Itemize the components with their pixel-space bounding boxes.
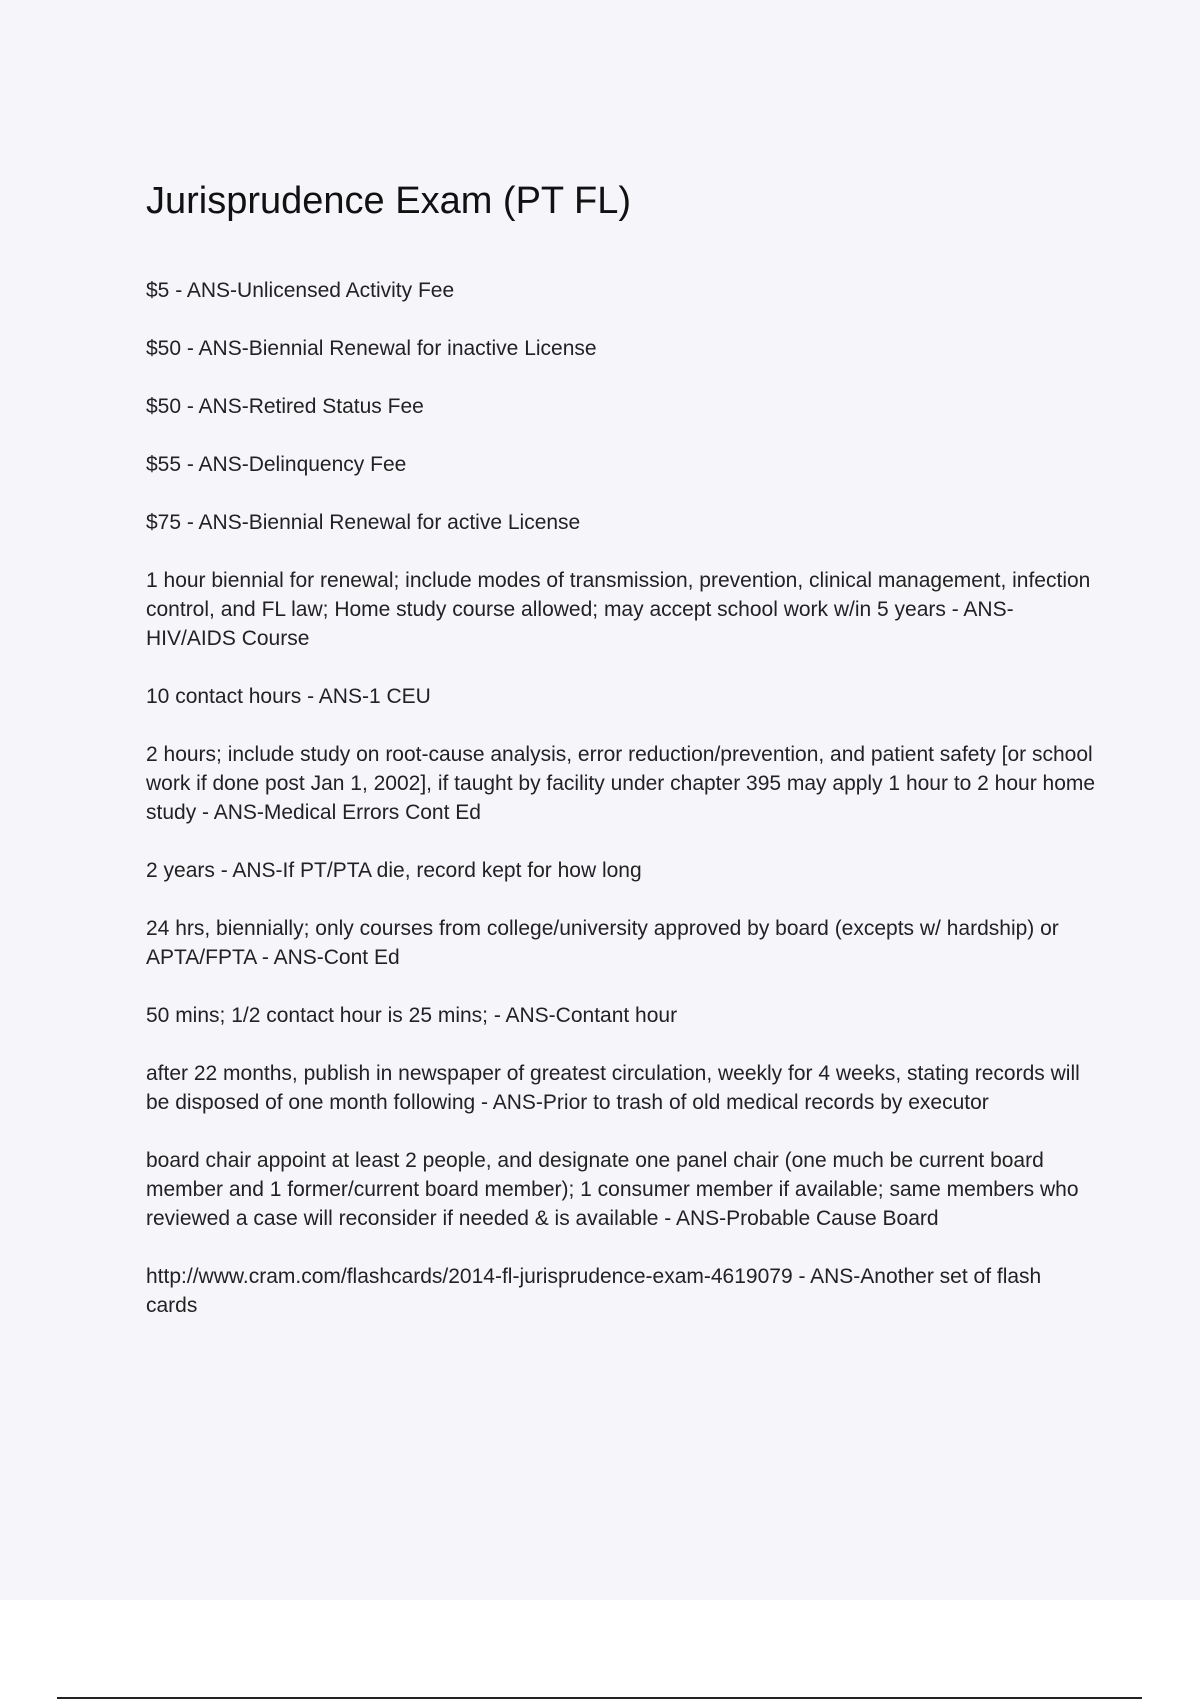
page-title: Jurisprudence Exam (PT FL) [146,180,632,222]
flashcard-entry-retired-status: $50 - ANS-Retired Status Fee [146,394,424,418]
flashcard-entry-medical-errors: 2 hours; include study on root-cause analysis, error reduction/prevention, and patient safety [or school work if done post Jan 1, 2002], if taught by facility under chapter 395 may apply 1 hour to 2 hour home study - ANS-Medical Errors Cont Ed [146,742,1096,824]
flashcard-entry-fee-unlicensed: $5 - ANS-Unlicensed Activity Fee [146,278,455,302]
flashcard-entry-inactive-renewal: $50 - ANS-Biennial Renewal for inactive License [146,336,597,360]
flashcard-entry-hiv-aids: 1 hour biennial for renewal; include modes of transmission, prevention, clinical management, infection control, and FL law; Home study course allowed; may accept school work w/in 5 years - ANS-HIV/AIDS Course [146,568,1091,650]
flashcard-entry-more-cards: http://www.cram.com/flashcards/2014-fl-jurisprudence-exam-4619079 - ANS-Another set of flash cards [146,1264,1042,1317]
document-body [146,178,1096,1349]
flashcard-entry-active-renewal: $75 - ANS-Biennial Renewal for active License [146,510,581,534]
flashcard-entry-ceu: 10 contact hours - ANS-1 CEU [146,684,431,708]
flashcard-entry-delinquency: $55 - ANS-Delinquency Fee [146,452,407,476]
flashcard-entry-record-retention: 2 years - ANS-If PT/PTA die, record kept for how long [146,858,642,882]
flashcard-entry-records-disposal: after 22 months, publish in newspaper of greatest circulation, weekly for 4 weeks, stating records will be disposed of one month following - ANS-Prior to trash of old medical records by executor [146,1061,1080,1114]
flashcard-entry-cont-ed: 24 hrs, biennially; only courses from college/university approved by board (excepts w/ hardship) or APTA/FPTA - ANS-Cont Ed [146,916,1059,969]
footer-divider [57,1697,1142,1699]
flashcard-entry-contact-hour: 50 mins; 1/2 contact hour is 25 mins; - ANS-Contant hour [146,1003,678,1027]
flashcard-entry-probable-cause: board chair appoint at least 2 people, and designate one panel chair (one much be current board member and 1 former/current board member); 1 consumer member if available; same members who reviewed a case will reconsider if needed & is available - ANS-Probable Cause Board [146,1148,1079,1230]
